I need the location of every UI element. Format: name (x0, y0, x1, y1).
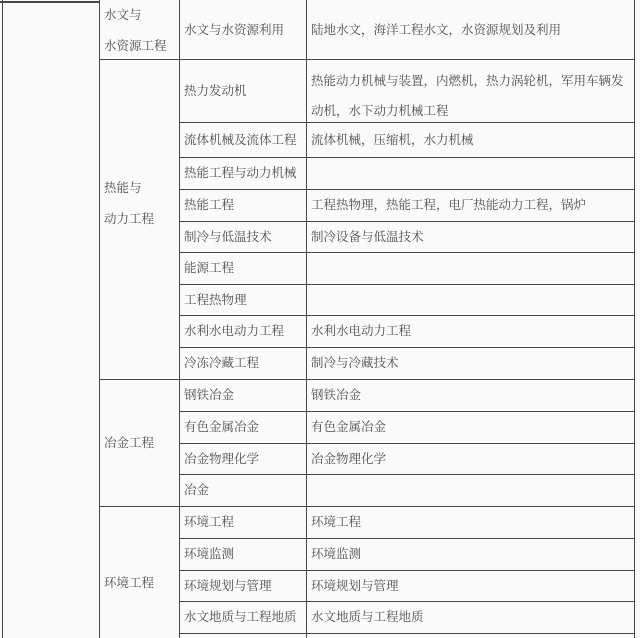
discipline-cell: 水文与水资源利用 (184, 21, 285, 37)
description-cell: 水利水电动力工程 (311, 323, 412, 338)
group-label-line: 环境工程 (104, 574, 155, 590)
discipline-cell: 冶金 (184, 482, 210, 497)
group-cell-environment (100, 506, 179, 638)
group-label-line: 水资源工程 (104, 37, 167, 53)
discipline-cell: 热力发动机 (184, 82, 247, 98)
description-cell (307, 252, 634, 284)
description-cell: 制冷设备与低温技术 (311, 228, 424, 244)
description-cell: 有色金属冶金 (311, 419, 387, 434)
discipline-cell: 有色金属冶金 (184, 419, 260, 434)
group-label-line: 水文与 (104, 6, 142, 22)
discipline-cell: 冶金物理化学 (184, 450, 260, 466)
description-cell (307, 157, 634, 189)
discipline-cell: 热能工程 (184, 197, 235, 212)
discipline-cell: 环境工程 (184, 514, 235, 529)
group-cell-metallurgy (100, 379, 179, 506)
group-label-line: 动力工程 (104, 211, 155, 226)
discipline-cell: 流体机械及流体工程 (184, 131, 297, 147)
description-cell: 热能动力机械与装置，内燃机，热力涡轮机，军用车辆发动机，水下动力机械工程 (311, 72, 624, 118)
description-cell: 制冷与冷藏技术 (311, 355, 399, 370)
group-cell-hydrology (100, 0, 179, 59)
discipline-cell: 能源工程 (184, 260, 235, 275)
description-cell (307, 284, 634, 315)
description-cell: 工程热物理，热能工程，电厂热能动力工程，锅炉 (311, 197, 587, 212)
discipline-cell: 钢铁冶金 (184, 387, 235, 402)
discipline-cell: 环境监测 (184, 546, 235, 561)
grid-line-row (179, 633, 635, 634)
group-label-line: 热能与 (104, 180, 142, 195)
discipline-cell: 冷冻冷藏工程 (184, 355, 260, 370)
description-cell: 环境工程 (311, 514, 362, 529)
discipline-cell: 工程热物理 (184, 291, 247, 307)
description-cell: 流体机械，压缩机，水力机械 (311, 131, 474, 147)
description-cell (307, 474, 634, 506)
description-cell: 环境规划与管理 (311, 577, 399, 593)
group-cell-thermal-power (100, 59, 179, 379)
discipline-cell: 热能工程与动力机械 (184, 165, 297, 180)
grid-line-right-edge (634, 0, 635, 638)
description-cell: 陆地水文，海洋工程水文，水资源规划及利用 (311, 21, 562, 37)
group-label-line: 冶金工程 (104, 435, 155, 450)
discipline-cell: 水利水电动力工程 (184, 323, 285, 338)
description-cell: 水文地质与工程地质 (311, 609, 424, 624)
description-cell: 冶金物理化学 (311, 450, 387, 466)
description-cell: 环境监测 (311, 546, 362, 561)
discipline-cell: 环境规划与管理 (184, 577, 272, 593)
discipline-cell: 制冷与低温技术 (184, 228, 272, 244)
grid-line-colA-top (0, 1, 100, 3)
description-cell: 钢铁冶金 (311, 387, 362, 402)
discipline-cell: 水文地质与工程地质 (184, 609, 297, 624)
grid-line-left-edge (2, 0, 3, 638)
